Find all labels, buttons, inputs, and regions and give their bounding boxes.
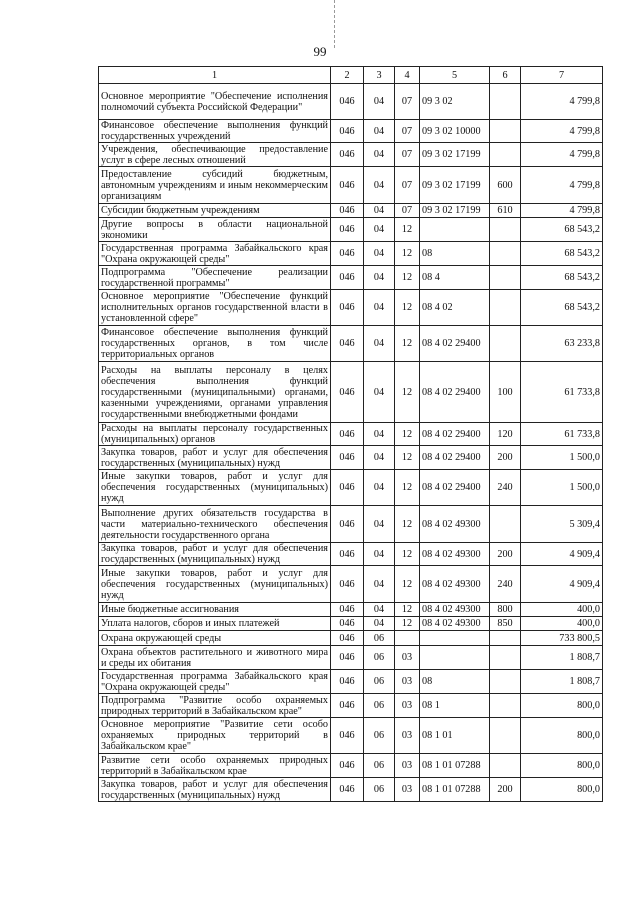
row-section-cell: 04 — [364, 266, 395, 290]
row-target-article-cell: 08 4 02 49300 — [420, 603, 490, 617]
row-amount-cell: 1 808,7 — [521, 670, 603, 694]
row-amount-cell: 68 543,2 — [521, 290, 603, 326]
header-cell: 1 — [99, 67, 331, 84]
row-expense-type-cell: 240 — [490, 470, 521, 506]
row-section-cell: 04 — [364, 84, 395, 120]
table-row — [99, 167, 603, 204]
row-section-cell: 04 — [364, 603, 395, 617]
row-target-article-cell: 08 4 02 49300 — [420, 506, 490, 543]
table-row — [99, 143, 603, 167]
row-grbs-cell: 046 — [331, 362, 364, 423]
row-section-cell: 06 — [364, 778, 395, 802]
row-section-cell: 04 — [364, 167, 395, 204]
row-target-article-cell: 08 4 02 — [420, 290, 490, 326]
table-row — [99, 423, 603, 446]
row-target-article-cell — [420, 646, 490, 670]
row-expense-type-cell — [490, 631, 521, 646]
row-section-cell: 06 — [364, 631, 395, 646]
row-subsection-cell: 03 — [395, 778, 420, 802]
row-section-cell: 06 — [364, 646, 395, 670]
table-row — [99, 506, 603, 543]
row-subsection-cell: 03 — [395, 694, 420, 718]
row-name-cell: Финансовое обеспечение выполнения функций государственных органов, в том числе территориальных органов — [99, 326, 331, 362]
row-subsection-cell: 12 — [395, 617, 420, 631]
row-amount-cell: 4 909,4 — [521, 566, 603, 603]
row-section-cell: 04 — [364, 218, 395, 242]
budget-table — [98, 66, 603, 802]
row-grbs-cell: 046 — [331, 167, 364, 204]
row-name-cell: Субсидии бюджетным учреждениям — [99, 204, 331, 218]
row-amount-cell: 800,0 — [521, 754, 603, 778]
row-amount-cell: 4 799,8 — [521, 167, 603, 204]
row-subsection-cell: 03 — [395, 754, 420, 778]
row-expense-type-cell: 200 — [490, 778, 521, 802]
row-target-article-cell: 09 3 02 17199 — [420, 204, 490, 218]
row-target-article-cell: 08 — [420, 670, 490, 694]
row-subsection-cell: 03 — [395, 670, 420, 694]
row-section-cell: 04 — [364, 143, 395, 167]
row-subsection-cell: 03 — [395, 718, 420, 754]
row-subsection-cell: 12 — [395, 506, 420, 543]
row-section-cell: 04 — [364, 506, 395, 543]
row-name-cell: Предоставление субсидий бюджетным, автономным учреждениям и иным некоммерческим организациям — [99, 167, 331, 204]
row-section-cell: 06 — [364, 670, 395, 694]
row-grbs-cell: 046 — [331, 266, 364, 290]
row-amount-cell: 4 799,8 — [521, 204, 603, 218]
row-subsection-cell: 12 — [395, 470, 420, 506]
row-grbs-cell: 046 — [331, 566, 364, 603]
row-name-cell: Другие вопросы в области национальной экономики — [99, 218, 331, 242]
row-name-cell: Основное мероприятие "Обеспечение функций исполнительных органов государственной власти в установленной сфере" — [99, 290, 331, 326]
row-subsection-cell — [395, 631, 420, 646]
row-subsection-cell: 12 — [395, 290, 420, 326]
row-expense-type-cell — [490, 143, 521, 167]
row-name-cell: Подпрограмма "Развитие особо охраняемых природных территорий в Забайкальском крае" — [99, 694, 331, 718]
row-name-cell: Иные закупки товаров, работ и услуг для обеспечения государственных (муниципальных) нужд — [99, 470, 331, 506]
row-section-cell: 04 — [364, 566, 395, 603]
row-subsection-cell: 03 — [395, 646, 420, 670]
row-amount-cell: 1 500,0 — [521, 470, 603, 506]
table-row — [99, 646, 603, 670]
table-row — [99, 362, 603, 423]
row-grbs-cell: 046 — [331, 218, 364, 242]
table-header-row — [99, 67, 603, 84]
row-target-article-cell: 08 1 01 07288 — [420, 778, 490, 802]
row-expense-type-cell — [490, 506, 521, 543]
table-row — [99, 718, 603, 754]
row-expense-type-cell: 100 — [490, 362, 521, 423]
row-subsection-cell: 12 — [395, 603, 420, 617]
row-grbs-cell: 046 — [331, 290, 364, 326]
row-grbs-cell: 046 — [331, 84, 364, 120]
row-amount-cell: 4 799,8 — [521, 84, 603, 120]
table-row — [99, 566, 603, 603]
table-row — [99, 603, 603, 617]
row-target-article-cell: 08 4 02 29400 — [420, 446, 490, 470]
row-amount-cell: 68 543,2 — [521, 218, 603, 242]
row-subsection-cell: 07 — [395, 167, 420, 204]
row-expense-type-cell — [490, 120, 521, 143]
row-name-cell: Иные закупки товаров, работ и услуг для обеспечения государственных (муниципальных) нужд — [99, 566, 331, 603]
row-section-cell: 04 — [364, 470, 395, 506]
row-subsection-cell: 07 — [395, 84, 420, 120]
row-amount-cell: 61 733,8 — [521, 362, 603, 423]
row-expense-type-cell: 600 — [490, 167, 521, 204]
table-row — [99, 670, 603, 694]
row-target-article-cell: 08 4 — [420, 266, 490, 290]
row-amount-cell: 400,0 — [521, 617, 603, 631]
row-target-article-cell: 08 — [420, 242, 490, 266]
row-amount-cell: 1 808,7 — [521, 646, 603, 670]
row-name-cell: Расходы на выплаты персоналу в целях обеспечения выполнения функций государственными (муниципальными) органами, казенными учреждениями, органами управления государственными внебюджетными фондами — [99, 362, 331, 423]
row-amount-cell: 4 909,4 — [521, 543, 603, 566]
row-amount-cell: 63 233,8 — [521, 326, 603, 362]
header-cell: 6 — [490, 67, 521, 84]
table-row — [99, 266, 603, 290]
row-target-article-cell: 09 3 02 — [420, 84, 490, 120]
row-expense-type-cell — [490, 694, 521, 718]
row-expense-type-cell: 240 — [490, 566, 521, 603]
row-grbs-cell: 046 — [331, 446, 364, 470]
row-grbs-cell: 046 — [331, 670, 364, 694]
table-row — [99, 543, 603, 566]
row-name-cell: Развитие сети особо охраняемых природных территорий в Забайкальском крае — [99, 754, 331, 778]
row-amount-cell: 733 800,5 — [521, 631, 603, 646]
row-subsection-cell: 07 — [395, 120, 420, 143]
header-cell: 3 — [364, 67, 395, 84]
row-grbs-cell: 046 — [331, 754, 364, 778]
row-amount-cell: 4 799,8 — [521, 120, 603, 143]
row-amount-cell: 68 543,2 — [521, 242, 603, 266]
row-section-cell: 04 — [364, 120, 395, 143]
row-section-cell: 06 — [364, 754, 395, 778]
row-name-cell: Закупка товаров, работ и услуг для обеспечения государственных (муниципальных) нужд — [99, 446, 331, 470]
row-name-cell: Государственная программа Забайкальского края "Охрана окружающей среды" — [99, 242, 331, 266]
row-section-cell: 04 — [364, 423, 395, 446]
row-section-cell: 04 — [364, 204, 395, 218]
row-amount-cell: 400,0 — [521, 603, 603, 617]
row-grbs-cell: 046 — [331, 646, 364, 670]
row-name-cell: Иные бюджетные ассигнования — [99, 603, 331, 617]
table-row — [99, 242, 603, 266]
row-expense-type-cell — [490, 266, 521, 290]
table-row — [99, 754, 603, 778]
table-row — [99, 290, 603, 326]
row-grbs-cell: 046 — [331, 694, 364, 718]
row-target-article-cell: 08 4 02 29400 — [420, 470, 490, 506]
row-target-article-cell: 08 4 02 49300 — [420, 617, 490, 631]
row-subsection-cell: 12 — [395, 446, 420, 470]
table-row — [99, 218, 603, 242]
row-name-cell: Расходы на выплаты персоналу государственных (муниципальных) органов — [99, 423, 331, 446]
header-cell: 4 — [395, 67, 420, 84]
row-name-cell: Закупка товаров, работ и услуг для обеспечения государственных (муниципальных) нужд — [99, 543, 331, 566]
table-body — [99, 84, 603, 802]
row-grbs-cell: 046 — [331, 242, 364, 266]
row-target-article-cell: 08 1 — [420, 694, 490, 718]
row-name-cell: Государственная программа Забайкальского края "Охрана окружающей среды" — [99, 670, 331, 694]
row-name-cell: Основное мероприятие "Обеспечение исполнения полномочий субъекта Российской Федерации" — [99, 84, 331, 120]
header-cell: 7 — [521, 67, 603, 84]
row-subsection-cell: 07 — [395, 204, 420, 218]
row-subsection-cell: 07 — [395, 143, 420, 167]
row-expense-type-cell — [490, 84, 521, 120]
row-expense-type-cell: 850 — [490, 617, 521, 631]
row-subsection-cell: 12 — [395, 266, 420, 290]
row-expense-type-cell: 610 — [490, 204, 521, 218]
row-grbs-cell: 046 — [331, 718, 364, 754]
row-amount-cell: 5 309,4 — [521, 506, 603, 543]
row-section-cell: 04 — [364, 362, 395, 423]
table-row — [99, 204, 603, 218]
row-grbs-cell: 046 — [331, 120, 364, 143]
page-cut-line — [334, 0, 335, 48]
row-section-cell: 04 — [364, 446, 395, 470]
table-row — [99, 778, 603, 802]
row-subsection-cell: 12 — [395, 543, 420, 566]
row-expense-type-cell — [490, 754, 521, 778]
row-target-article-cell: 08 4 02 49300 — [420, 543, 490, 566]
row-expense-type-cell: 120 — [490, 423, 521, 446]
row-grbs-cell: 046 — [331, 506, 364, 543]
row-name-cell: Охрана окружающей среды — [99, 631, 331, 646]
row-section-cell: 04 — [364, 326, 395, 362]
table-row — [99, 84, 603, 120]
row-target-article-cell: 09 3 02 10000 — [420, 120, 490, 143]
row-expense-type-cell — [490, 670, 521, 694]
row-expense-type-cell — [490, 242, 521, 266]
row-subsection-cell: 12 — [395, 326, 420, 362]
row-section-cell: 04 — [364, 617, 395, 631]
row-amount-cell: 800,0 — [521, 694, 603, 718]
row-name-cell: Основное мероприятие "Развитие сети особо охраняемых природных территорий в Забайкальском крае" — [99, 718, 331, 754]
row-grbs-cell: 046 — [331, 603, 364, 617]
row-subsection-cell: 12 — [395, 566, 420, 603]
header-cell: 2 — [331, 67, 364, 84]
row-subsection-cell: 12 — [395, 423, 420, 446]
row-target-article-cell: 08 4 02 29400 — [420, 326, 490, 362]
row-expense-type-cell — [490, 326, 521, 362]
row-grbs-cell: 046 — [331, 543, 364, 566]
row-subsection-cell: 12 — [395, 362, 420, 423]
row-amount-cell: 800,0 — [521, 718, 603, 754]
row-grbs-cell: 046 — [331, 778, 364, 802]
row-expense-type-cell — [490, 646, 521, 670]
row-section-cell: 06 — [364, 694, 395, 718]
row-target-article-cell: 08 4 02 49300 — [420, 566, 490, 603]
row-section-cell: 04 — [364, 290, 395, 326]
table-row — [99, 631, 603, 646]
row-expense-type-cell — [490, 290, 521, 326]
row-target-article-cell: 08 4 02 29400 — [420, 362, 490, 423]
row-grbs-cell: 046 — [331, 143, 364, 167]
row-name-cell: Закупка товаров, работ и услуг для обеспечения государственных (муниципальных) нужд — [99, 778, 331, 802]
table-row — [99, 446, 603, 470]
row-section-cell: 06 — [364, 718, 395, 754]
row-name-cell: Охрана объектов растительного и животного мира и среды их обитания — [99, 646, 331, 670]
row-grbs-cell: 046 — [331, 470, 364, 506]
row-expense-type-cell: 200 — [490, 543, 521, 566]
row-amount-cell: 1 500,0 — [521, 446, 603, 470]
row-target-article-cell: 09 3 02 17199 — [420, 167, 490, 204]
row-name-cell: Уплата налогов, сборов и иных платежей — [99, 617, 331, 631]
row-target-article-cell — [420, 218, 490, 242]
header-cell: 5 — [420, 67, 490, 84]
row-amount-cell: 4 799,8 — [521, 143, 603, 167]
row-section-cell: 04 — [364, 543, 395, 566]
row-grbs-cell: 046 — [331, 617, 364, 631]
table-row — [99, 694, 603, 718]
row-amount-cell: 61 733,8 — [521, 423, 603, 446]
row-expense-type-cell: 200 — [490, 446, 521, 470]
row-subsection-cell: 12 — [395, 242, 420, 266]
row-section-cell: 04 — [364, 242, 395, 266]
row-grbs-cell: 046 — [331, 631, 364, 646]
row-target-article-cell — [420, 631, 490, 646]
row-expense-type-cell: 800 — [490, 603, 521, 617]
table-row — [99, 617, 603, 631]
row-name-cell: Финансовое обеспечение выполнения функций государственных учреждений — [99, 120, 331, 143]
row-amount-cell: 68 543,2 — [521, 266, 603, 290]
page-number: 99 — [313, 44, 327, 59]
table-row — [99, 470, 603, 506]
table-row — [99, 120, 603, 143]
row-grbs-cell: 046 — [331, 326, 364, 362]
row-target-article-cell: 08 1 01 07288 — [420, 754, 490, 778]
row-subsection-cell: 12 — [395, 218, 420, 242]
row-expense-type-cell — [490, 718, 521, 754]
row-grbs-cell: 046 — [331, 204, 364, 218]
row-target-article-cell: 09 3 02 17199 — [420, 143, 490, 167]
row-target-article-cell: 08 4 02 29400 — [420, 423, 490, 446]
row-amount-cell: 800,0 — [521, 778, 603, 802]
row-name-cell: Подпрограмма "Обеспечение реализации государственной программы" — [99, 266, 331, 290]
table-row — [99, 326, 603, 362]
row-name-cell: Учреждения, обеспечивающие предоставление услуг в сфере лесных отношений — [99, 143, 331, 167]
row-grbs-cell: 046 — [331, 423, 364, 446]
row-target-article-cell: 08 1 01 — [420, 718, 490, 754]
row-expense-type-cell — [490, 218, 521, 242]
row-name-cell: Выполнение других обязательств государства в части материально-технического обеспечения деятельности государственного органа — [99, 506, 331, 543]
